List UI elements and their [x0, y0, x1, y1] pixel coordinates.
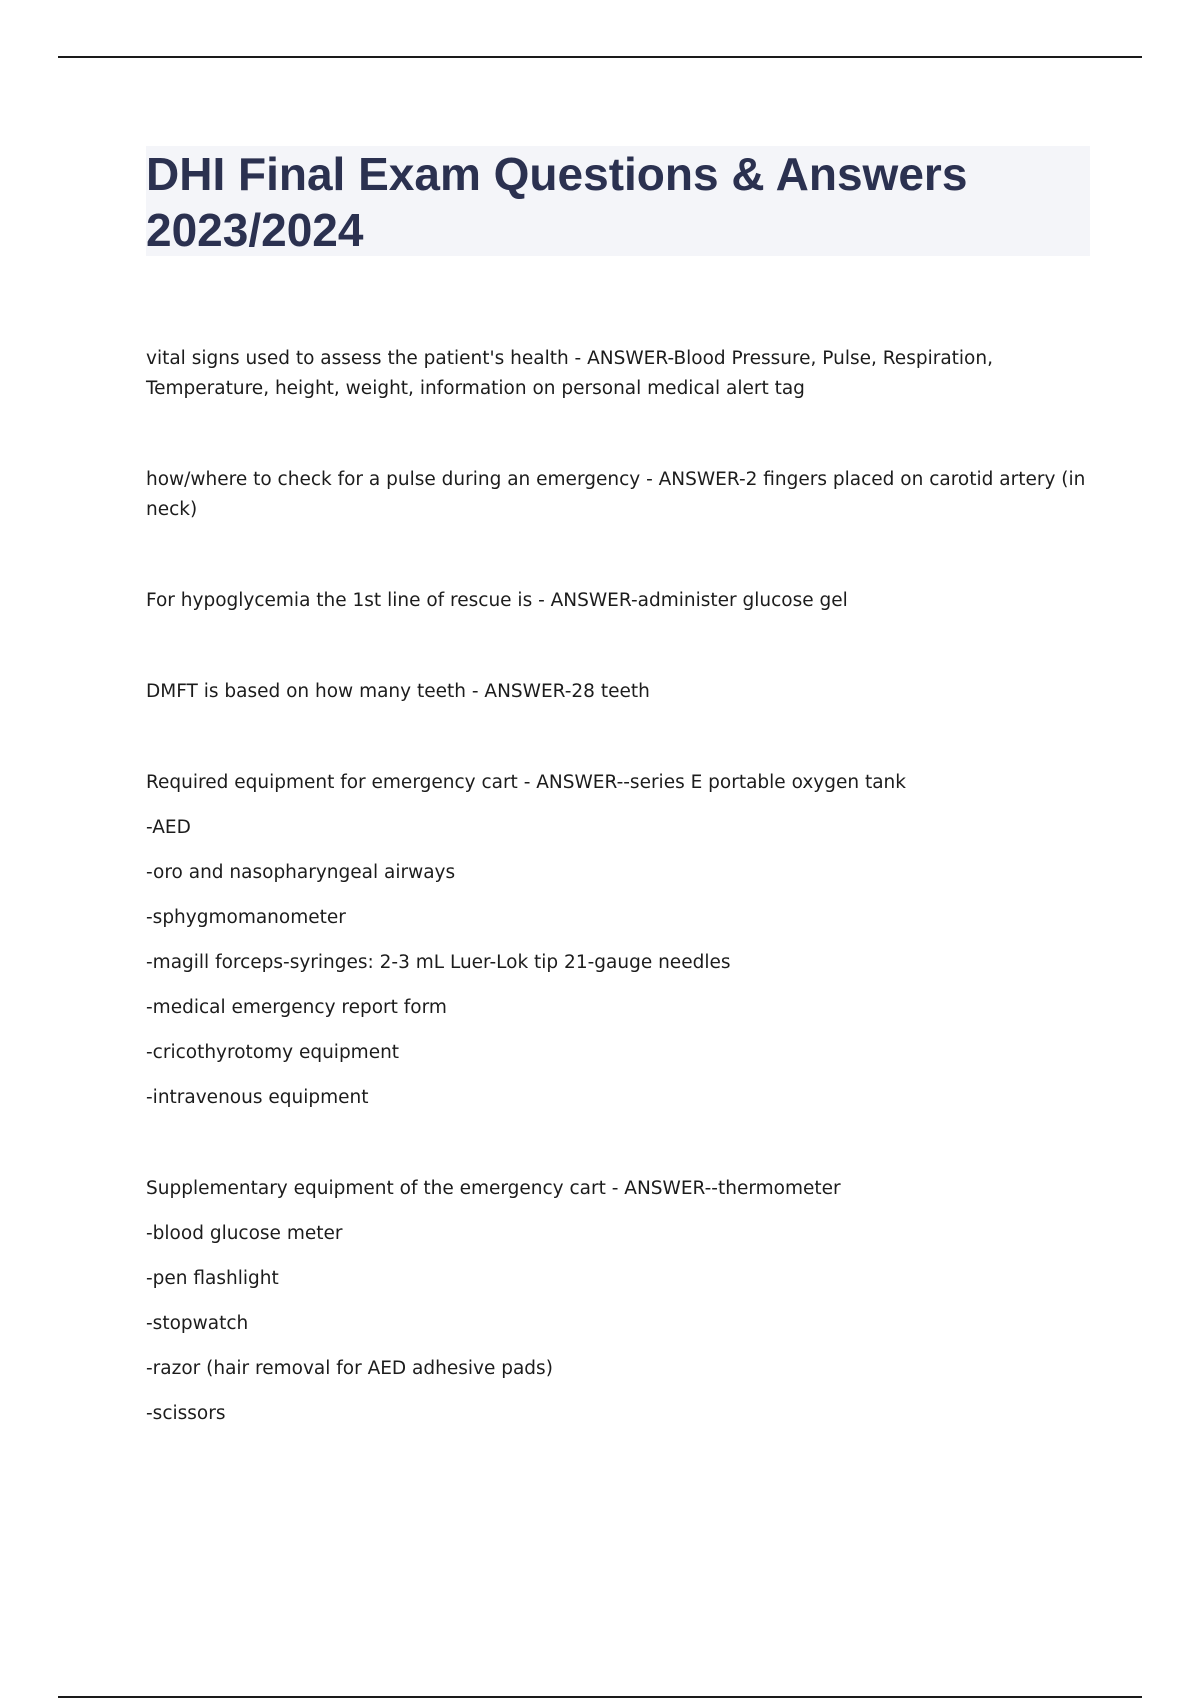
document-title — [146, 146, 1090, 258]
list-item: -scissors — [146, 1403, 226, 1424]
qa-text: how/where to check for a pulse during an emergency - ANSWER-2 fingers placed on carotid artery (in neck) — [146, 469, 1086, 520]
footer-rule — [58, 1696, 1142, 1698]
list-item: -cricothyrotomy equipment — [146, 1042, 400, 1063]
list-item: -stopwatch — [146, 1313, 249, 1334]
title-line-1: DHI Final Exam Questions & Answers — [146, 148, 968, 200]
list-item: -AED — [146, 817, 191, 838]
list-item: -razor (hair removal for AED adhesive pads) — [146, 1358, 553, 1379]
list-item: -intravenous equipment — [146, 1087, 369, 1108]
qa-item-supplementary-equipment — [146, 1174, 1096, 1429]
qa-text: For hypoglycemia the 1st line of rescue is - ANSWER-administer glucose gel — [146, 590, 848, 611]
qa-text: Required equipment for emergency cart - ANSWER--series E portable oxygen tank — [146, 772, 906, 793]
list-item: -sphygmomanometer — [146, 907, 346, 928]
qa-text: vital signs used to assess the patient's health - ANSWER-Blood Pressure, Pulse, Respiration, Temperature, height, weight, information on personal medical alert tag — [146, 348, 993, 399]
qa-item-required-equipment — [146, 768, 1096, 1113]
title-line-2: 2023/2024 — [146, 204, 364, 256]
title-block — [146, 146, 1090, 256]
list-item: -magill forceps-syringes: 2-3 mL Luer-Lok tip 21-gauge needles — [146, 952, 731, 973]
qa-text: DMFT is based on how many teeth - ANSWER-28 teeth — [146, 681, 650, 702]
qa-item-vital-signs — [146, 344, 1096, 404]
qa-text: Supplementary equipment of the emergency cart - ANSWER--thermometer — [146, 1178, 841, 1199]
list-item: -pen flashlight — [146, 1268, 279, 1289]
qa-item-dmft — [146, 677, 1096, 707]
list-item: -medical emergency report form — [146, 997, 447, 1018]
list-item: -blood glucose meter — [146, 1223, 343, 1244]
qa-list — [146, 344, 1096, 1429]
list-item: -oro and nasopharyngeal airways — [146, 862, 456, 883]
header-rule — [58, 56, 1142, 58]
qa-item-hypoglycemia — [146, 586, 1096, 616]
qa-item-pulse-check — [146, 465, 1096, 525]
